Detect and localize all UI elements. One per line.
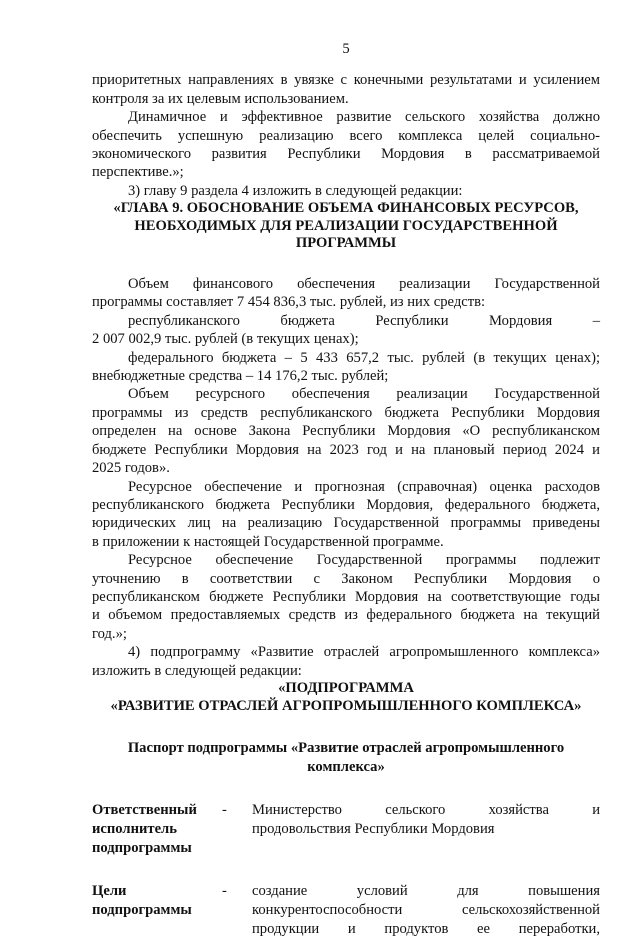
passport-row-executor xyxy=(92,801,600,858)
ch9-p6-line-4: и объемом предоставляемых средств из федерального бюджета на текущий xyxy=(92,607,600,624)
passport-row-label: Ответственный исполнитель подпрограммы xyxy=(92,802,197,857)
spacer xyxy=(92,253,600,275)
para2-line-1: Динамичное и эффективное развитие сельского хозяйства должно xyxy=(128,109,600,126)
passport-row-dash: - xyxy=(222,883,227,900)
passport-row-text: Министерство сельского хозяйства и продовольствия Республики Мордовия xyxy=(252,802,600,838)
intro-line-2: контроля за их целевым использованием. xyxy=(92,90,349,107)
passport-title-line-1: Паспорт подпрограммы «Развитие отраслей агропромышленного xyxy=(127,740,565,757)
ch9-p4-line-1: Объем ресурсного обеспечения реализации Государственной xyxy=(128,386,600,403)
ch9-p4-line-5: 2025 годов». xyxy=(92,460,170,477)
ch9-p2-line-1: республиканского бюджета Республики Мордовия – xyxy=(128,312,600,329)
passport-row-dash: - xyxy=(222,802,227,819)
ch9-p3-line-1: федерального бюджета – 5 433 657,2 тыс. рублей (в текущих ценах); xyxy=(128,349,600,366)
passport-row-label: Цели подпрограммы xyxy=(92,883,192,919)
subprogram-title-line-2: «РАЗВИТИЕ ОТРАСЛЕЙ АГРОПРОМЫШЛЕННОГО КОМПЛЕКСА» xyxy=(110,697,582,714)
passport-title-line-2: комплекса» xyxy=(307,759,385,776)
ch9-p6-line-3: республиканском бюджете Республики Мордовия на соответствующие годы xyxy=(92,588,600,605)
spacer xyxy=(92,715,600,739)
intro-line-1: приоритетных направлениях в увязке с конечными результатами и усилением xyxy=(92,72,600,89)
chapter9-title-line-2: НЕОБХОДИМЫХ ДЛЯ РЕАЛИЗАЦИИ ГОСУДАРСТВЕННОЙ ПРОГРАММЫ xyxy=(134,217,558,252)
spacer xyxy=(92,777,600,801)
chapter9-title-line-1: «ГЛАВА 9. ОБОСНОВАНИЕ ОБЪЕМА ФИНАНСОВЫХ РЕСУРСОВ, xyxy=(113,200,579,217)
ch9-p4-line-4: бюджете Республики Мордовия на 2023 год и на плановый период 2024 и xyxy=(92,441,600,458)
ch9-p6-line-2: уточнению в соответствии с Законом Республики Мордовия о xyxy=(92,570,600,587)
ch9-p4-line-2: программы из средств республиканского бюджета Республики Мордовия xyxy=(92,404,600,421)
ch9-p5-line-3: юридических лиц на реализацию Государственной программы приведены xyxy=(92,515,600,532)
ch9-p4-line-3: определен на основе Закона Республики Мордовия «О республиканском xyxy=(92,423,600,440)
ch9-p1-line-2: программы составляет 7 454 836,3 тыс. рублей, из них средств: xyxy=(92,294,486,311)
subprogram-title-line-1: «ПОДПРОГРАММА xyxy=(278,679,414,696)
para2-line-3: экономического развития Республики Мордовия в рассматриваемой xyxy=(92,146,600,163)
ch9-p6-line-1: Ресурсное обеспечение Государственной программы подлежит xyxy=(128,552,600,569)
ch9-p5-line-1: Ресурсное обеспечение и прогнозная (справочная) оценка расходов xyxy=(128,478,600,495)
item4-line-2: изложить в следующей редакции: xyxy=(92,662,302,679)
para2-line-4: перспективе.»; xyxy=(92,164,184,181)
passport-row-goals xyxy=(92,882,600,939)
item3-text: 3) главу 9 раздела 4 изложить в следующей редакции: xyxy=(128,182,463,199)
spacer xyxy=(92,858,600,882)
ch9-p2-line-2: 2 007 002,9 тыс. рублей (в текущих ценах); xyxy=(92,331,359,348)
ch9-p3-line-2: внебюджетные средства – 14 176,2 тыс. рублей; xyxy=(92,368,389,385)
ch9-p6-line-5: год.»; xyxy=(92,625,127,642)
passport-row-text: создание условий для повышения конкурентоспособности сельскохозяйственной продукции и продуктов ее переработки, xyxy=(252,883,600,938)
item4-line-1: 4) подпрограмму «Развитие отраслей агропромышленного комплекса» xyxy=(128,644,600,661)
page-number: 5 xyxy=(342,41,350,57)
ch9-p1-line-1: Объем финансового обеспечения реализации Государственной xyxy=(128,276,600,293)
ch9-p5-line-2: республиканского бюджета Республики Мордовия, федерального бюджета, xyxy=(92,496,600,513)
ch9-p5-line-4: в приложении к настоящей Государственной программе. xyxy=(92,533,444,550)
para2-line-2: обеспечить успешную реализацию всего комплекса целей социально- xyxy=(92,127,600,144)
